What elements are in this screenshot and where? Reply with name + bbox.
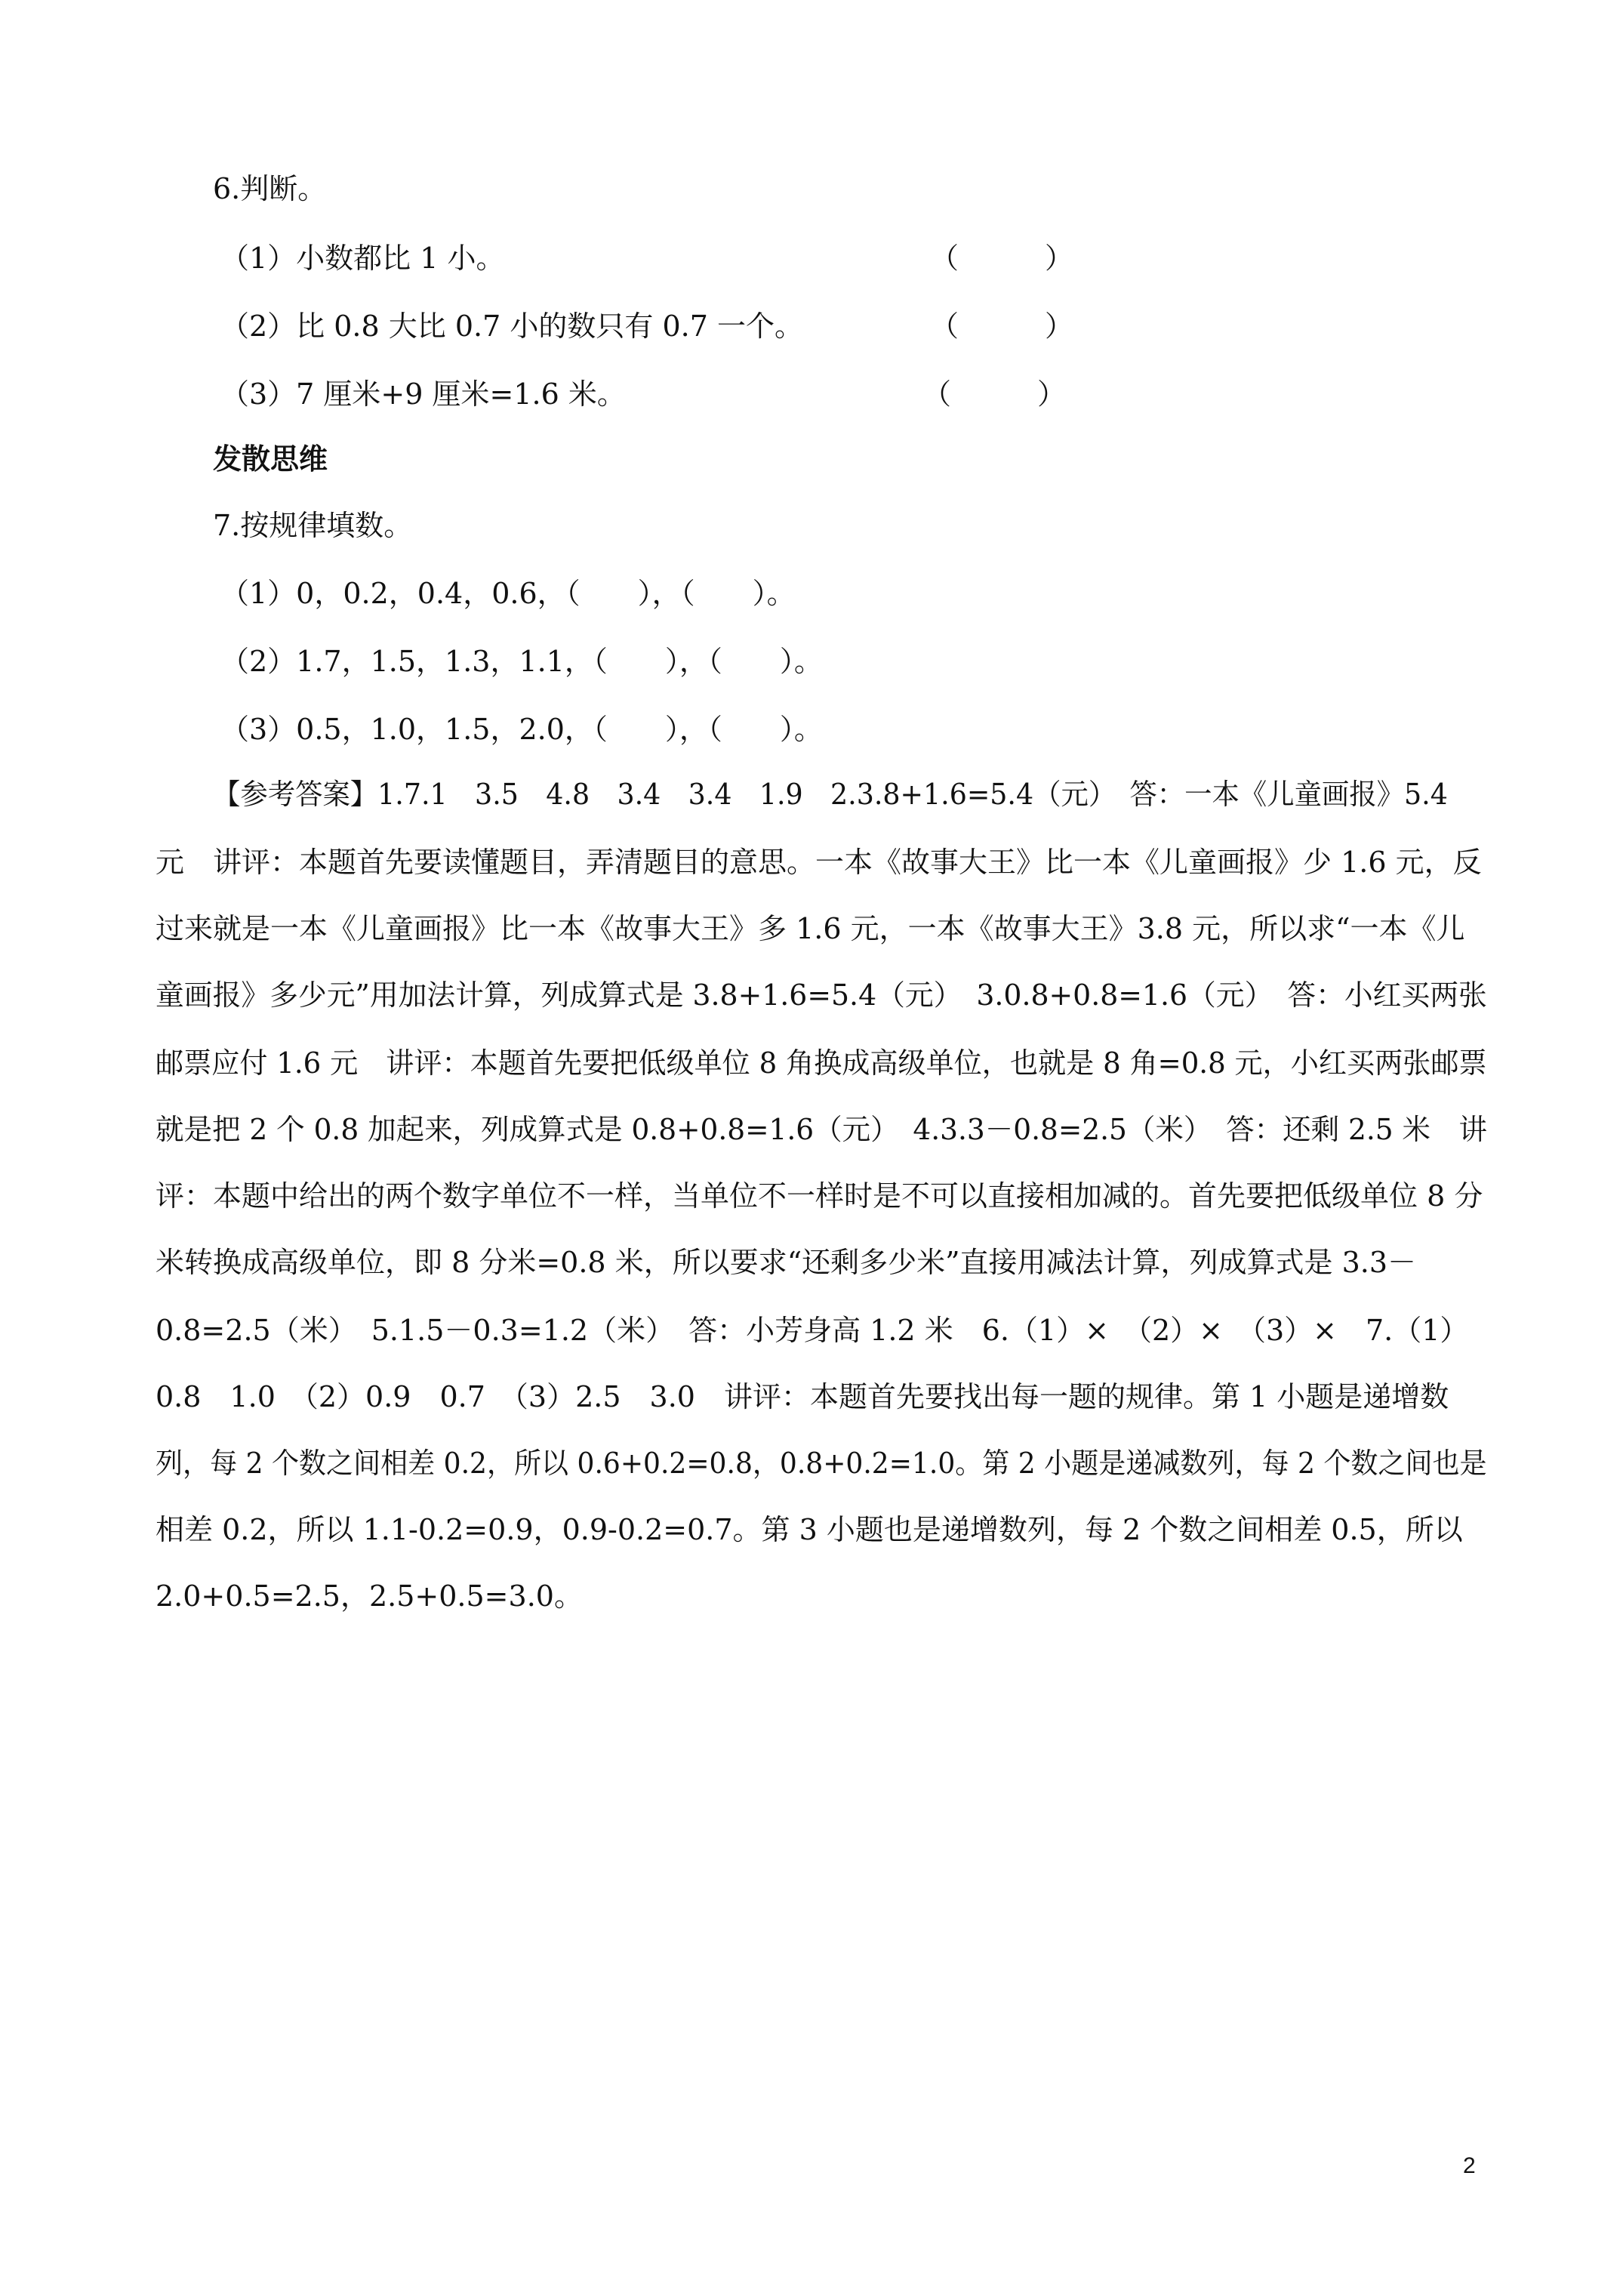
q6-item-2-answer-blank: （ ） — [930, 310, 1074, 343]
answer-line: 过来就是一本《儿童画报》比一本《故事大王》多 1.6 元，一本《故事大王》3.8 元，所以求“一本《儿 — [156, 912, 1465, 945]
q7-item-1: （1）0，0.2，0.4，0.6，（ ），（ ）。 — [220, 577, 796, 610]
answer-line: 0.8 1.0 （2）0.9 0.7 （3）2.5 3.0 讲评：本题首先要找出每一题的规律。第 1 小题是递增数 — [156, 1380, 1449, 1413]
q6-item-1: （1）小数都比 1 小。 — [220, 242, 505, 275]
q6-item-3-answer-blank: （ ） — [922, 378, 1067, 411]
answer-line: 2.0+0.5=2.5，2.5+0.5=3.0。 — [156, 1579, 583, 1613]
answer-line: 元 讲评：本题首先要读懂题目，弄清题目的意思。一本《故事大王》比一本《儿童画报》少 1.6 元，反 — [156, 846, 1482, 879]
answer-line: 就是把 2 个 0.8 加起来，列成算式是 0.8+0.8=1.6（元） 4.3.3－0.8=2.5（米） 答：还剩 2.5 米 讲 — [156, 1113, 1488, 1146]
answer-line: 【参考答案】1.7.1 3.5 4.8 3.4 3.4 1.9 2.3.8+1.6=5.4（元） 答：一本《儿童画报》5.4 — [213, 778, 1448, 811]
q6-item-2: （2）比 0.8 大比 0.7 小的数只有 0.7 一个。 — [220, 310, 803, 343]
q6-item-3: （3）7 厘米+9 厘米=1.6 米。 — [220, 378, 626, 411]
q7-item-3: （3）0.5，1.0，1.5，2.0，（ ），（ ）。 — [220, 713, 823, 746]
page-number: 2 — [1463, 2153, 1476, 2178]
answer-line: 相差 0.2，所以 1.1-0.2=0.9，0.9-0.2=0.7。第 3 小题也是递增数列，每 2 个数之间相差 0.5，所以 — [156, 1513, 1463, 1546]
section-heading: 发散思维 — [213, 442, 328, 476]
q6-title: 6.判断。 — [213, 172, 327, 205]
q7-title: 7.按规律填数。 — [213, 509, 413, 542]
q7-item-2: （2）1.7，1.5，1.3，1.1，（ ），（ ）。 — [220, 645, 823, 678]
answer-line: 列，每 2 个数之间相差 0.2，所以 0.6+0.2=0.8，0.8+0.2=1.0。第 2 小题是递减数列，每 2 个数之间也是 — [156, 1447, 1487, 1480]
q6-item-1-answer-blank: （ ） — [930, 242, 1074, 275]
answer-line: 0.8=2.5（米） 5.1.5－0.3=1.2（米） 答：小芳身高 1.2 米 6.（1）× （2）× （3）× 7.（1） — [156, 1314, 1469, 1347]
answer-line: 米转换成高级单位，即 8 分米=0.8 米，所以要求“还剩多少米”直接用减法计算，列成算式是 3.3－ — [156, 1246, 1417, 1279]
answer-line: 评：本题中给出的两个数字单位不一样，当单位不一样时是不可以直接相加减的。首先要把低级单位 8 分 — [156, 1179, 1483, 1213]
answer-line: 邮票应付 1.6 元 讲评：本题首先要把低级单位 8 角换成高级单位，也就是 8 角=0.8 元，小红买两张邮票 — [156, 1046, 1487, 1080]
answer-line: 童画报》多少元”用加法计算，列成算式是 3.8+1.6=5.4（元） 3.0.8+0.8=1.6（元） 答：小红买两张 — [156, 978, 1487, 1012]
